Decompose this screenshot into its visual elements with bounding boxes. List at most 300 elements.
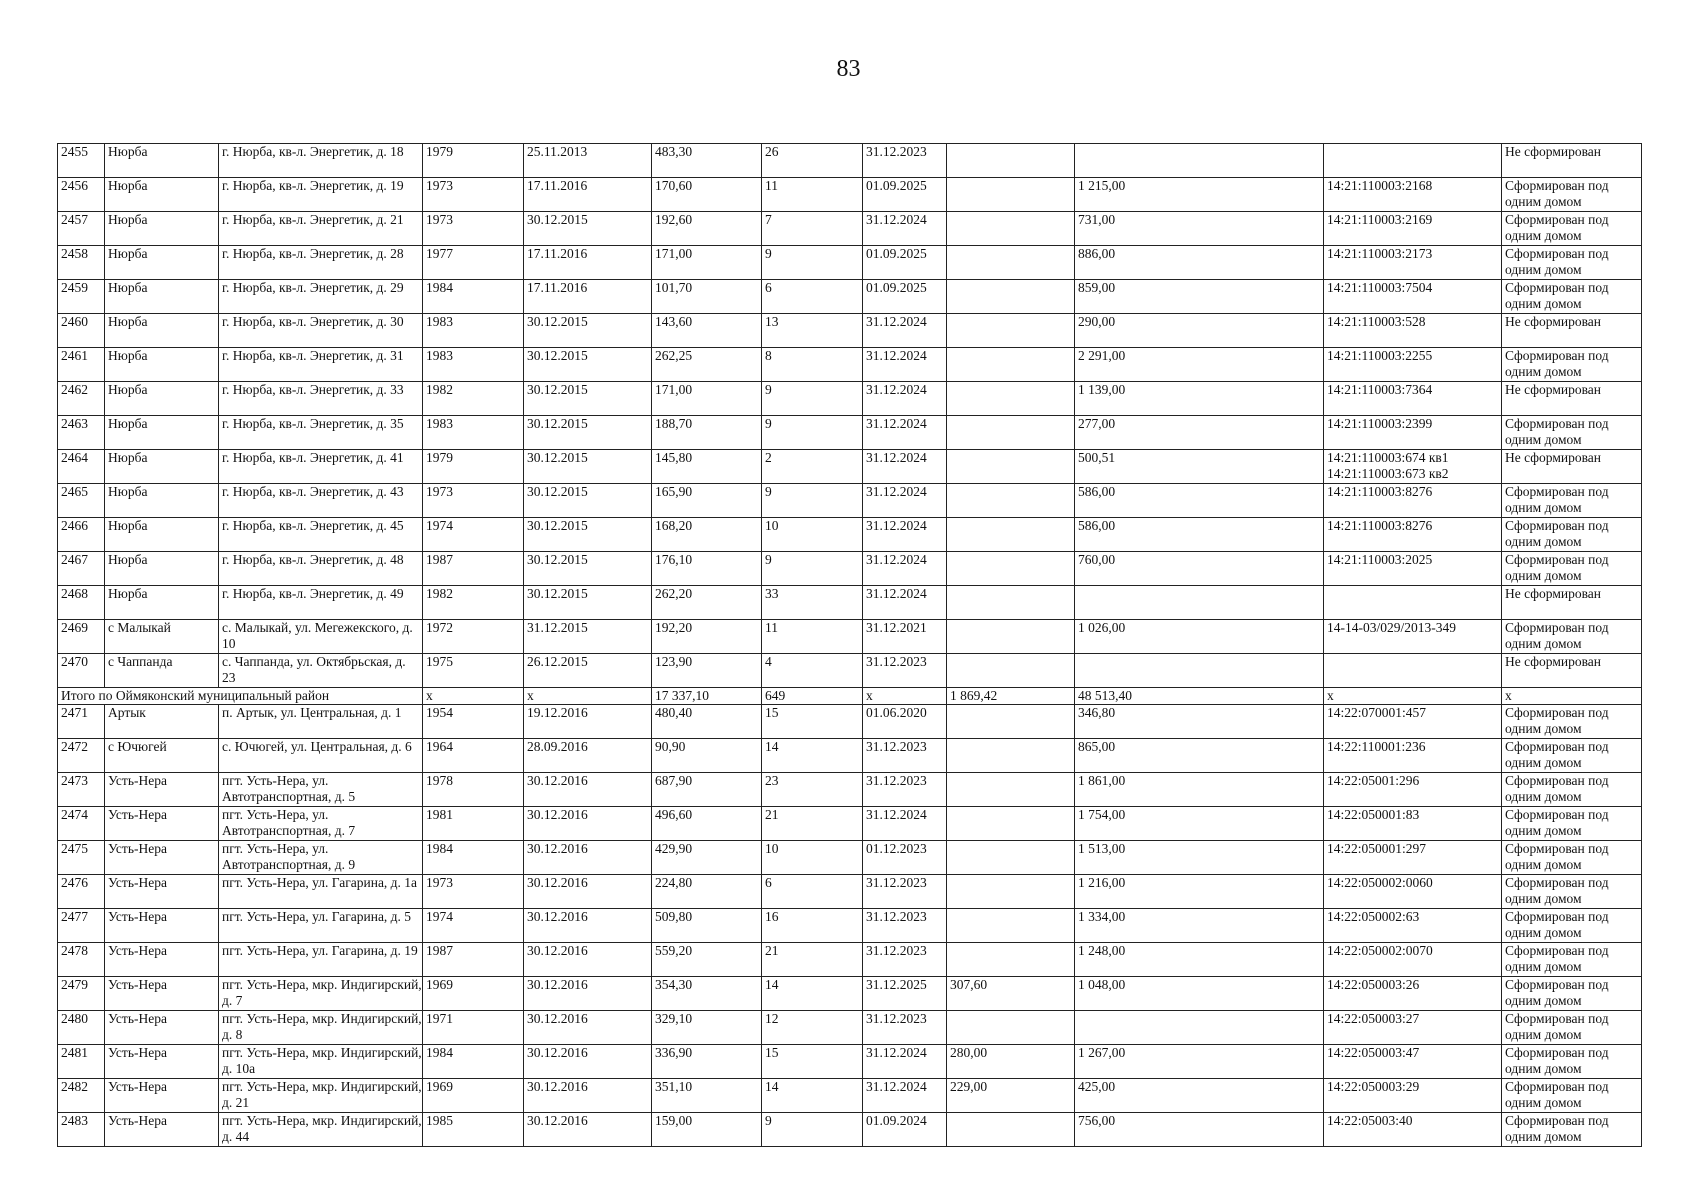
settlement-cell: Нюрба	[105, 212, 219, 246]
extra-area-cell	[947, 518, 1075, 552]
address-cell: г. Нюрба, кв-л. Энергетик, д. 35	[219, 416, 423, 450]
land-status-cell: Сформирован под одним домом	[1502, 977, 1642, 1011]
date-cell: 30.12.2016	[524, 875, 652, 909]
settlement-cell: Артык	[105, 705, 219, 739]
row-number-cell: 2479	[58, 977, 105, 1011]
area-cell: 262,25	[652, 348, 762, 382]
residents-cell: 2	[762, 450, 863, 484]
area-cell: 145,80	[652, 450, 762, 484]
row-number-cell: 2462	[58, 382, 105, 416]
cadastral-number-cell: 14-14-03/029/2013-349	[1324, 620, 1502, 654]
date-cell: 30.12.2016	[524, 1045, 652, 1079]
extra-area-cell	[947, 484, 1075, 518]
settlement-cell: Усть-Нера	[105, 1045, 219, 1079]
land-area-cell	[1075, 586, 1324, 620]
date-cell: 30.12.2016	[524, 773, 652, 807]
address-cell: г. Нюрба, кв-л. Энергетик, д. 33	[219, 382, 423, 416]
date-cell: 26.12.2015	[524, 654, 652, 688]
land-area-cell: 1 139,00	[1075, 382, 1324, 416]
cadastral-number-cell	[1324, 144, 1502, 178]
row-number-cell: 2477	[58, 909, 105, 943]
total-cell: x	[1502, 688, 1642, 705]
deadline-date-cell: 31.12.2024	[863, 807, 947, 841]
deadline-date-cell: 31.12.2024	[863, 416, 947, 450]
year-built-cell: 1987	[423, 943, 524, 977]
land-status-cell: Сформирован под одним домом	[1502, 943, 1642, 977]
extra-area-cell	[947, 773, 1075, 807]
date-cell: 30.12.2016	[524, 807, 652, 841]
extra-area-cell	[947, 416, 1075, 450]
extra-area-cell	[947, 178, 1075, 212]
table-row	[58, 773, 1642, 807]
date-cell: 31.12.2015	[524, 620, 652, 654]
area-cell: 170,60	[652, 178, 762, 212]
cadastral-number-cell: 14:22:070001:457	[1324, 705, 1502, 739]
table-row	[58, 977, 1642, 1011]
land-status-cell: Не сформирован	[1502, 654, 1642, 688]
year-built-cell: 1983	[423, 314, 524, 348]
land-area-cell: 346,80	[1075, 705, 1324, 739]
settlement-cell: Нюрба	[105, 178, 219, 212]
extra-area-cell	[947, 450, 1075, 484]
row-number-cell: 2476	[58, 875, 105, 909]
year-built-cell: 1984	[423, 841, 524, 875]
land-area-cell: 859,00	[1075, 280, 1324, 314]
address-cell: п. Артык, ул. Центральная, д. 1	[219, 705, 423, 739]
date-cell: 30.12.2015	[524, 382, 652, 416]
cadastral-number-cell	[1324, 586, 1502, 620]
land-status-cell: Сформирован под одним домом	[1502, 1113, 1642, 1147]
year-built-cell: 1975	[423, 654, 524, 688]
settlement-cell: Нюрба	[105, 246, 219, 280]
total-cell: x	[1324, 688, 1502, 705]
table-row	[58, 246, 1642, 280]
area-cell: 171,00	[652, 246, 762, 280]
row-number-cell: 2461	[58, 348, 105, 382]
deadline-date-cell: 01.09.2025	[863, 246, 947, 280]
settlement-cell: Нюрба	[105, 518, 219, 552]
year-built-cell: 1977	[423, 246, 524, 280]
land-area-cell: 425,00	[1075, 1079, 1324, 1113]
land-status-cell: Сформирован под одним домом	[1502, 909, 1642, 943]
row-number-cell: 2470	[58, 654, 105, 688]
cadastral-number-cell: 14:22:050002:63	[1324, 909, 1502, 943]
land-status-cell: Сформирован под одним домом	[1502, 1011, 1642, 1045]
year-built-cell: 1971	[423, 1011, 524, 1045]
row-number-cell: 2471	[58, 705, 105, 739]
row-number-cell: 2467	[58, 552, 105, 586]
cadastral-number-cell: 14:22:050003:47	[1324, 1045, 1502, 1079]
residents-cell: 10	[762, 841, 863, 875]
cadastral-number-cell: 14:22:050002:0070	[1324, 943, 1502, 977]
land-area-cell: 865,00	[1075, 739, 1324, 773]
total-cell: x	[863, 688, 947, 705]
deadline-date-cell: 31.12.2025	[863, 977, 947, 1011]
cadastral-number-cell: 14:21:110003:2399	[1324, 416, 1502, 450]
table-row	[58, 348, 1642, 382]
residents-cell: 10	[762, 518, 863, 552]
row-number-cell: 2469	[58, 620, 105, 654]
land-status-cell: Сформирован под одним домом	[1502, 212, 1642, 246]
land-status-cell: Сформирован под одним домом	[1502, 620, 1642, 654]
deadline-date-cell: 31.12.2021	[863, 620, 947, 654]
area-cell: 171,00	[652, 382, 762, 416]
date-cell: 30.12.2016	[524, 977, 652, 1011]
address-cell: пгт. Усть-Нера, ул. Автотранспортная, д. 5	[219, 773, 423, 807]
table-row	[58, 518, 1642, 552]
total-cell: x	[524, 688, 652, 705]
year-built-cell: 1984	[423, 280, 524, 314]
area-cell: 336,90	[652, 1045, 762, 1079]
date-cell: 30.12.2015	[524, 212, 652, 246]
cadastral-number-cell: 14:21:110003:528	[1324, 314, 1502, 348]
settlement-cell: Нюрба	[105, 484, 219, 518]
residents-cell: 9	[762, 246, 863, 280]
land-status-cell: Сформирован под одним домом	[1502, 552, 1642, 586]
total-cell: 48 513,40	[1075, 688, 1324, 705]
land-area-cell: 1 754,00	[1075, 807, 1324, 841]
row-number-cell: 2464	[58, 450, 105, 484]
date-cell: 30.12.2015	[524, 416, 652, 450]
settlement-cell: Нюрба	[105, 280, 219, 314]
settlement-cell: Усть-Нера	[105, 807, 219, 841]
row-number-cell: 2475	[58, 841, 105, 875]
table-row	[58, 1011, 1642, 1045]
area-cell: 159,00	[652, 1113, 762, 1147]
row-number-cell: 2468	[58, 586, 105, 620]
row-number-cell: 2460	[58, 314, 105, 348]
row-number-cell: 2474	[58, 807, 105, 841]
land-status-cell: Сформирован под одним домом	[1502, 841, 1642, 875]
address-cell: г. Нюрба, кв-л. Энергетик, д. 43	[219, 484, 423, 518]
residents-cell: 23	[762, 773, 863, 807]
row-number-cell: 2455	[58, 144, 105, 178]
year-built-cell: 1978	[423, 773, 524, 807]
area-cell: 192,20	[652, 620, 762, 654]
cadastral-number-cell: 14:21:110003:2168	[1324, 178, 1502, 212]
address-cell: г. Нюрба, кв-л. Энергетик, д. 48	[219, 552, 423, 586]
table-section-after-total	[58, 705, 1642, 1147]
date-cell: 30.12.2016	[524, 1079, 652, 1113]
deadline-date-cell: 31.12.2024	[863, 348, 947, 382]
address-cell: г. Нюрба, кв-л. Энергетик, д. 29	[219, 280, 423, 314]
residents-cell: 9	[762, 552, 863, 586]
extra-area-cell	[947, 739, 1075, 773]
area-cell: 101,70	[652, 280, 762, 314]
land-area-cell: 1 334,00	[1075, 909, 1324, 943]
extra-area-cell	[947, 1011, 1075, 1045]
residents-cell: 9	[762, 1113, 863, 1147]
land-status-cell: Сформирован под одним домом	[1502, 484, 1642, 518]
settlement-cell: Усть-Нера	[105, 841, 219, 875]
deadline-date-cell: 01.09.2024	[863, 1113, 947, 1147]
deadline-date-cell: 31.12.2024	[863, 314, 947, 348]
deadline-date-cell: 31.12.2024	[863, 450, 947, 484]
cadastral-number-cell: 14:22:050003:26	[1324, 977, 1502, 1011]
land-area-cell	[1075, 144, 1324, 178]
area-cell: 192,60	[652, 212, 762, 246]
table-row	[58, 943, 1642, 977]
deadline-date-cell: 31.12.2023	[863, 773, 947, 807]
residents-cell: 12	[762, 1011, 863, 1045]
deadline-date-cell: 31.12.2023	[863, 943, 947, 977]
table-row	[58, 144, 1642, 178]
table-row	[58, 450, 1642, 484]
residents-cell: 6	[762, 280, 863, 314]
deadline-date-cell: 31.12.2023	[863, 739, 947, 773]
deadline-date-cell: 31.12.2023	[863, 875, 947, 909]
table-row	[58, 382, 1642, 416]
area-cell: 90,90	[652, 739, 762, 773]
land-area-cell: 1 215,00	[1075, 178, 1324, 212]
cadastral-number-cell: 14:22:050003:27	[1324, 1011, 1502, 1045]
table-row	[58, 909, 1642, 943]
table-row	[58, 1079, 1642, 1113]
address-cell: г. Нюрба, кв-л. Энергетик, д. 45	[219, 518, 423, 552]
deadline-date-cell: 31.12.2024	[863, 1045, 947, 1079]
settlement-cell: с Ючюгей	[105, 739, 219, 773]
cadastral-number-cell: 14:22:050001:83	[1324, 807, 1502, 841]
extra-area-cell	[947, 841, 1075, 875]
land-status-cell: Сформирован под одним домом	[1502, 416, 1642, 450]
deadline-date-cell: 31.12.2024	[863, 382, 947, 416]
settlement-cell: Нюрба	[105, 416, 219, 450]
extra-area-cell	[947, 144, 1075, 178]
residents-cell: 16	[762, 909, 863, 943]
settlement-cell: Усть-Нера	[105, 943, 219, 977]
year-built-cell: 1974	[423, 518, 524, 552]
land-area-cell: 500,51	[1075, 450, 1324, 484]
settlement-cell: Нюрба	[105, 552, 219, 586]
land-area-cell: 731,00	[1075, 212, 1324, 246]
land-status-cell: Не сформирован	[1502, 382, 1642, 416]
year-built-cell: 1979	[423, 450, 524, 484]
table-row	[58, 841, 1642, 875]
area-cell: 480,40	[652, 705, 762, 739]
table-row	[58, 212, 1642, 246]
residents-cell: 9	[762, 416, 863, 450]
row-number-cell: 2457	[58, 212, 105, 246]
address-cell: г. Нюрба, кв-л. Энергетик, д. 28	[219, 246, 423, 280]
date-cell: 30.12.2015	[524, 552, 652, 586]
area-cell: 354,30	[652, 977, 762, 1011]
address-cell: с. Чаппанда, ул. Октябрьская, д. 23	[219, 654, 423, 688]
land-area-cell	[1075, 1011, 1324, 1045]
year-built-cell: 1979	[423, 144, 524, 178]
year-built-cell: 1985	[423, 1113, 524, 1147]
area-cell: 168,20	[652, 518, 762, 552]
table-row	[58, 875, 1642, 909]
area-cell: 123,90	[652, 654, 762, 688]
settlement-cell: Нюрба	[105, 144, 219, 178]
year-built-cell: 1973	[423, 178, 524, 212]
area-cell: 429,90	[652, 841, 762, 875]
land-status-cell: Сформирован под одним домом	[1502, 1079, 1642, 1113]
cadastral-number-cell	[1324, 654, 1502, 688]
cadastral-number-cell: 14:22:050001:297	[1324, 841, 1502, 875]
row-number-cell: 2463	[58, 416, 105, 450]
address-cell: пгт. Усть-Нера, ул. Автотранспортная, д. 7	[219, 807, 423, 841]
residents-cell: 6	[762, 875, 863, 909]
extra-area-cell	[947, 807, 1075, 841]
deadline-date-cell: 31.12.2023	[863, 1011, 947, 1045]
date-cell: 30.12.2016	[524, 943, 652, 977]
address-cell: с. Ючюгей, ул. Центральная, д. 6	[219, 739, 423, 773]
settlement-cell: с Чаппанда	[105, 654, 219, 688]
cadastral-number-cell: 14:21:110003:2169	[1324, 212, 1502, 246]
area-cell: 176,10	[652, 552, 762, 586]
year-built-cell: 1987	[423, 552, 524, 586]
settlement-cell: Усть-Нера	[105, 909, 219, 943]
address-cell: г. Нюрба, кв-л. Энергетик, д. 30	[219, 314, 423, 348]
year-built-cell: 1964	[423, 739, 524, 773]
extra-area-cell	[947, 705, 1075, 739]
residents-cell: 9	[762, 484, 863, 518]
cadastral-number-cell: 14:21:110003:674 кв1 14:21:110003:673 кв2	[1324, 450, 1502, 484]
address-cell: пгт. Усть-Нера, мкр. Индигирский, д. 21	[219, 1079, 423, 1113]
cadastral-number-cell: 14:22:05001:296	[1324, 773, 1502, 807]
total-cell: 17 337,10	[652, 688, 762, 705]
settlement-cell: Усть-Нера	[105, 1011, 219, 1045]
date-cell: 30.12.2015	[524, 586, 652, 620]
settlement-cell: Усть-Нера	[105, 1079, 219, 1113]
land-area-cell	[1075, 654, 1324, 688]
deadline-date-cell: 31.12.2024	[863, 518, 947, 552]
year-built-cell: 1954	[423, 705, 524, 739]
row-number-cell: 2483	[58, 1113, 105, 1147]
residents-cell: 4	[762, 654, 863, 688]
area-cell: 483,30	[652, 144, 762, 178]
residents-cell: 15	[762, 1045, 863, 1079]
date-cell: 30.12.2016	[524, 1011, 652, 1045]
settlement-cell: Нюрба	[105, 586, 219, 620]
area-cell: 329,10	[652, 1011, 762, 1045]
cadastral-number-cell: 14:21:110003:7364	[1324, 382, 1502, 416]
cadastral-number-cell: 14:22:110001:236	[1324, 739, 1502, 773]
date-cell: 30.12.2015	[524, 518, 652, 552]
area-cell: 559,20	[652, 943, 762, 977]
land-area-cell: 886,00	[1075, 246, 1324, 280]
residents-cell: 21	[762, 943, 863, 977]
land-status-cell: Сформирован под одним домом	[1502, 348, 1642, 382]
land-area-cell: 1 861,00	[1075, 773, 1324, 807]
settlement-cell: Усть-Нера	[105, 1113, 219, 1147]
page-number: 83	[836, 56, 861, 82]
date-cell: 17.11.2016	[524, 280, 652, 314]
year-built-cell: 1981	[423, 807, 524, 841]
cadastral-number-cell: 14:21:110003:7504	[1324, 280, 1502, 314]
cadastral-number-cell: 14:22:050002:0060	[1324, 875, 1502, 909]
land-area-cell: 2 291,00	[1075, 348, 1324, 382]
cadastral-number-cell: 14:21:110003:2255	[1324, 348, 1502, 382]
land-status-cell: Не сформирован	[1502, 586, 1642, 620]
deadline-date-cell: 31.12.2024	[863, 484, 947, 518]
address-cell: г. Нюрба, кв-л. Энергетик, д. 18	[219, 144, 423, 178]
land-status-cell: Сформирован под одним домом	[1502, 875, 1642, 909]
row-number-cell: 2473	[58, 773, 105, 807]
settlement-cell: Нюрба	[105, 382, 219, 416]
year-built-cell: 1973	[423, 875, 524, 909]
row-number-cell: 2458	[58, 246, 105, 280]
row-number-cell: 2480	[58, 1011, 105, 1045]
year-built-cell: 1973	[423, 484, 524, 518]
land-area-cell: 290,00	[1075, 314, 1324, 348]
land-area-cell: 760,00	[1075, 552, 1324, 586]
land-status-cell: Не сформирован	[1502, 450, 1642, 484]
land-area-cell: 1 248,00	[1075, 943, 1324, 977]
deadline-date-cell: 31.12.2024	[863, 1079, 947, 1113]
table-section-before-total	[58, 144, 1642, 688]
area-cell: 351,10	[652, 1079, 762, 1113]
date-cell: 30.12.2016	[524, 909, 652, 943]
residents-cell: 14	[762, 1079, 863, 1113]
extra-area-cell	[947, 1113, 1075, 1147]
cadastral-number-cell: 14:21:110003:8276	[1324, 484, 1502, 518]
address-cell: г. Нюрба, кв-л. Энергетик, д. 19	[219, 178, 423, 212]
residents-cell: 7	[762, 212, 863, 246]
extra-area-cell: 280,00	[947, 1045, 1075, 1079]
date-cell: 17.11.2016	[524, 178, 652, 212]
table-row	[58, 739, 1642, 773]
land-area-cell: 586,00	[1075, 518, 1324, 552]
address-cell: пгт. Усть-Нера, мкр. Индигирский, д. 8	[219, 1011, 423, 1045]
deadline-date-cell: 31.12.2023	[863, 654, 947, 688]
area-cell: 509,80	[652, 909, 762, 943]
deadline-date-cell: 01.09.2025	[863, 280, 947, 314]
address-cell: г. Нюрба, кв-л. Энергетик, д. 21	[219, 212, 423, 246]
area-cell: 188,70	[652, 416, 762, 450]
residents-cell: 11	[762, 620, 863, 654]
total-cell: 649	[762, 688, 863, 705]
settlement-cell: Нюрба	[105, 348, 219, 382]
deadline-date-cell: 31.12.2024	[863, 552, 947, 586]
land-area-cell: 277,00	[1075, 416, 1324, 450]
row-number-cell: 2466	[58, 518, 105, 552]
table-row	[58, 807, 1642, 841]
deadline-date-cell: 01.12.2023	[863, 841, 947, 875]
residents-cell: 11	[762, 178, 863, 212]
extra-area-cell	[947, 620, 1075, 654]
date-cell: 30.12.2015	[524, 484, 652, 518]
extra-area-cell	[947, 212, 1075, 246]
land-status-cell: Не сформирован	[1502, 314, 1642, 348]
address-cell: пгт. Усть-Нера, мкр. Индигирский, д. 44	[219, 1113, 423, 1147]
extra-area-cell	[947, 382, 1075, 416]
cadastral-number-cell: 14:21:110003:2173	[1324, 246, 1502, 280]
table-row	[58, 654, 1642, 688]
date-cell: 28.09.2016	[524, 739, 652, 773]
table-row	[58, 484, 1642, 518]
table-section-total	[58, 688, 1642, 705]
residents-cell: 21	[762, 807, 863, 841]
land-status-cell: Сформирован под одним домом	[1502, 178, 1642, 212]
row-number-cell: 2456	[58, 178, 105, 212]
settlement-cell: Нюрба	[105, 450, 219, 484]
date-cell: 30.12.2015	[524, 450, 652, 484]
date-cell: 19.12.2016	[524, 705, 652, 739]
year-built-cell: 1973	[423, 212, 524, 246]
area-cell: 143,60	[652, 314, 762, 348]
deadline-date-cell: 31.12.2023	[863, 909, 947, 943]
date-cell: 30.12.2016	[524, 841, 652, 875]
table-row	[58, 1045, 1642, 1079]
address-cell: г. Нюрба, кв-л. Энергетик, д. 41	[219, 450, 423, 484]
residents-cell: 14	[762, 977, 863, 1011]
date-cell: 30.12.2015	[524, 314, 652, 348]
cadastral-number-cell: 14:22:05003:40	[1324, 1113, 1502, 1147]
settlement-cell: Усть-Нера	[105, 977, 219, 1011]
year-built-cell: 1969	[423, 1079, 524, 1113]
